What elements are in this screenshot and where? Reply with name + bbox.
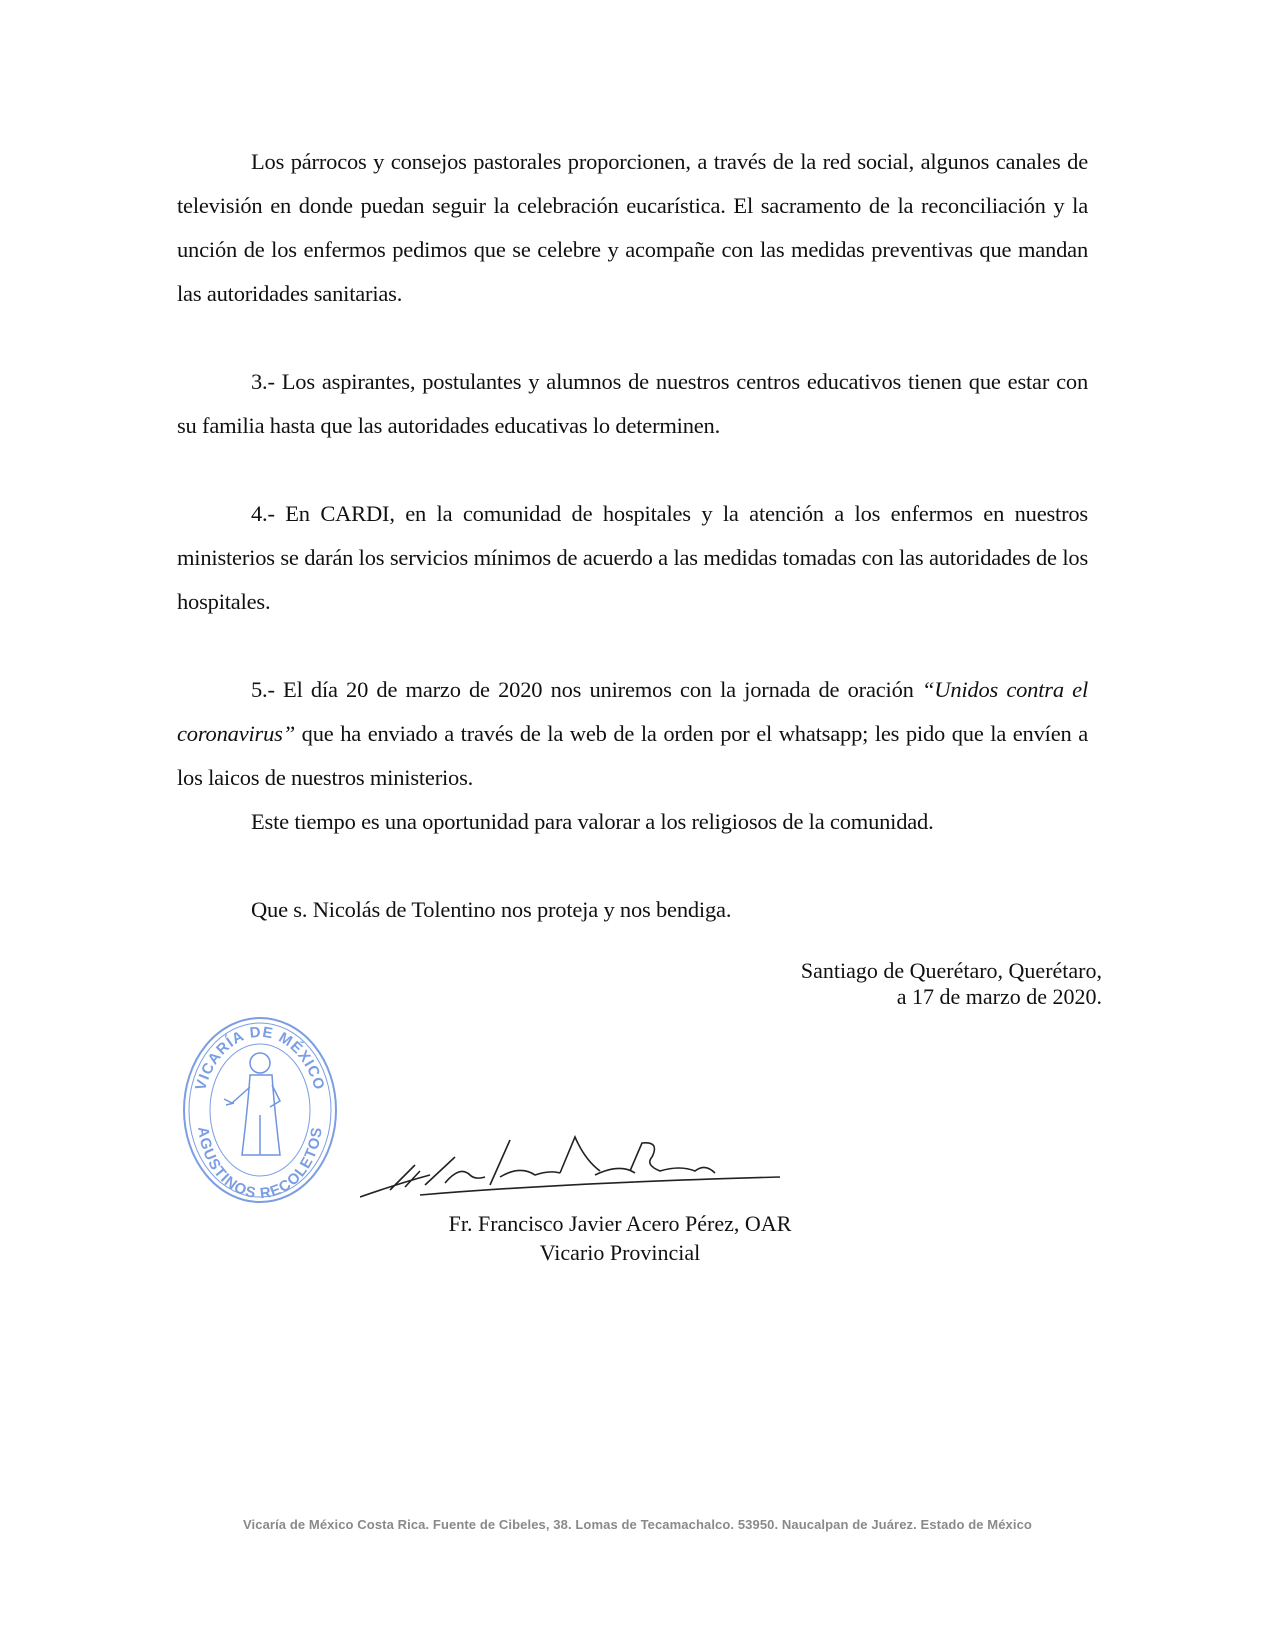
item-5-text-after: que ha enviado a través de la web de la orden por el whatsapp; les pido que la envíen a los laicos de nuestros ministerios. bbox=[177, 721, 1088, 790]
paragraph-item-5 bbox=[177, 668, 1088, 800]
letter-body bbox=[177, 140, 1088, 932]
vicariate-seal-icon bbox=[180, 1015, 340, 1205]
seal-top-text: VICARÍA DE MÉXICO bbox=[192, 1023, 328, 1093]
seal-bottom-text: AGUSTINOS RECOLETOS bbox=[194, 1125, 326, 1203]
signer-block bbox=[400, 1209, 840, 1267]
date: a 17 de marzo de 2020. bbox=[896, 984, 1102, 1009]
saint-figure-icon bbox=[224, 1053, 280, 1155]
svg-text:VICARÍA DE MÉXICO bbox=[192, 1024, 328, 1093]
signature-icon bbox=[360, 1135, 820, 1205]
prayer-title: “Unidos contra el coronavirus” bbox=[177, 677, 1088, 746]
paragraph-item-3: 3.- Los aspirantes, postulantes y alumnos de nuestros centros educativos tienen que estar con su familia hasta que las autoridades educativas lo determinen. bbox=[177, 369, 1088, 438]
paragraph-item-4: 4.- En CARDI, en la comunidad de hospitales y la atención a los enfermos en nuestros ministerios se darán los servicios mínimos de acuerdo a las medidas tomadas con las autoridades de los hospitales. bbox=[177, 501, 1088, 614]
footer-address: Vicaría de México Costa Rica. Fuente de Cibeles, 38. Lomas de Tecamachalco. 53950. Naucalpan de Juárez. Estado de México bbox=[243, 1517, 1032, 1532]
signer-title: Vicario Provincial bbox=[539, 1240, 701, 1265]
place: Santiago de Querétaro, Querétaro, bbox=[800, 958, 1102, 983]
paragraph-celebrations: Los párrocos y consejos pastorales proporcionen, a través de la red social, algunos canales de televisión en donde puedan seguir la celebración eucarística. El sacramento de la reconciliación y la unción de los enfermos pedimos que se celebre y acompañe con las medidas preventivas que mandan las autoridades sanitarias. bbox=[177, 149, 1088, 306]
closing-line: Este tiempo es una oportunidad para valorar a los religiosos de la comunidad. bbox=[251, 809, 934, 834]
item-5-text-before: 5.- El día 20 de marzo de 2020 nos uniremos con la jornada de oración bbox=[251, 677, 922, 702]
signer-name: Fr. Francisco Javier Acero Pérez, OAR bbox=[448, 1211, 792, 1236]
blessing-line: Que s. Nicolás de Tolentino nos proteja y nos bendiga. bbox=[251, 897, 732, 922]
place-and-date bbox=[801, 958, 1102, 1010]
